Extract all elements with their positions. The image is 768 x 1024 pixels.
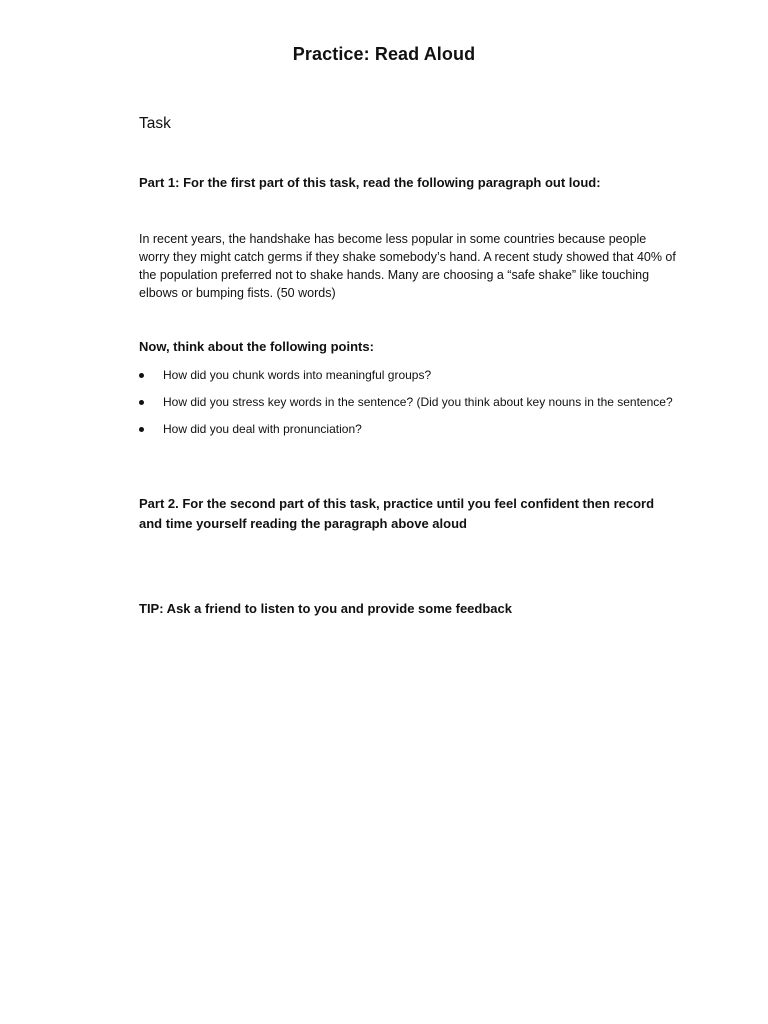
read-aloud-paragraph: In recent years, the handshake has become less popular in some countries because people worry they might catch germs if they shake somebody’s hand. A recent study showed that 40% of the population preferred not to shake hands. Many are choosing a “safe shake” like touching elbows or bumping fists. (50 words) <box>139 232 676 300</box>
points-heading: Now, think about the following points: <box>139 339 374 354</box>
part1-instruction: Part 1: For the first part of this task, read the following paragraph out loud: <box>139 175 601 190</box>
page-title: Practice: Read Aloud <box>292 44 476 64</box>
list-item-text: How did you deal with pronunciation? <box>163 422 362 436</box>
part2-instruction: Part 2. For the second part of this task, practice until you feel confident then record and time yourself reading the paragraph above aloud <box>139 496 655 531</box>
list-item <box>139 421 679 438</box>
bullet-icon <box>139 373 144 378</box>
task-heading: Task <box>139 115 171 132</box>
bullet-icon <box>139 400 144 405</box>
tip-text: TIP: Ask a friend to listen to you and provide some feedback <box>139 601 512 616</box>
points-list <box>139 367 679 448</box>
list-item <box>139 367 679 384</box>
list-item-text: How did you chunk words into meaningful groups? <box>163 368 432 382</box>
list-item-text: How did you stress key words in the sentence? (Did you think about key nouns in the sentence? <box>163 395 673 409</box>
list-item <box>139 394 679 411</box>
bullet-icon <box>139 427 144 432</box>
